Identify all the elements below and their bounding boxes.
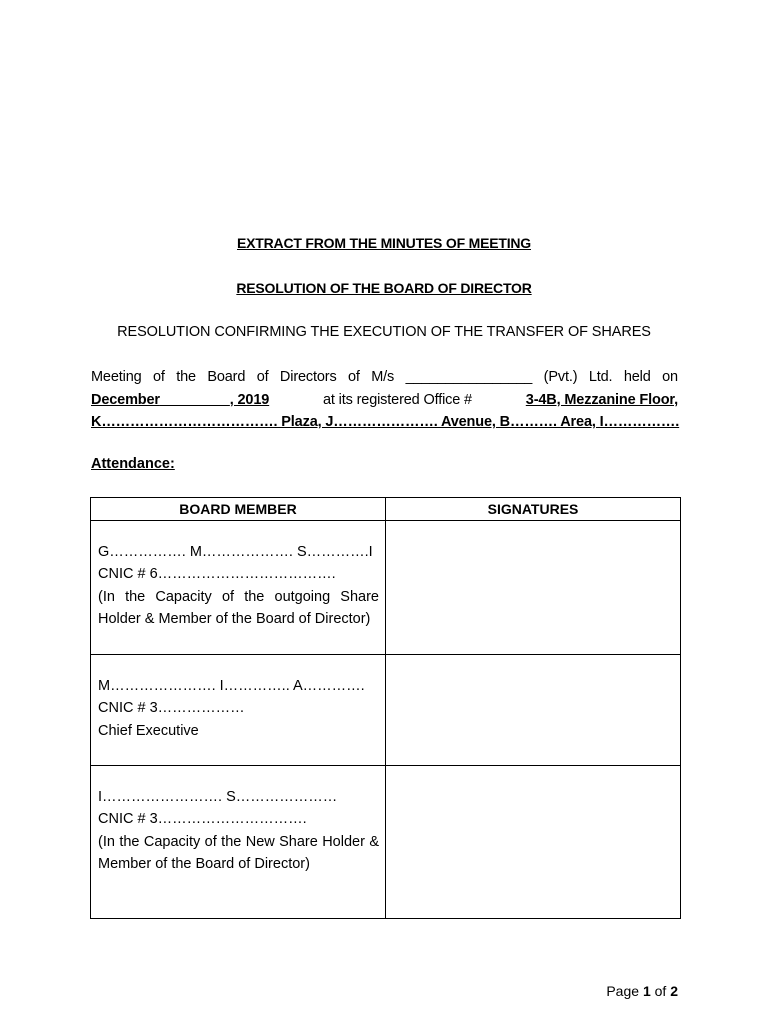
board-member-cell [91, 655, 386, 766]
member-cnic: CNIC # 3……………… [98, 700, 245, 717]
meeting-year: , 2019 [229, 391, 270, 408]
page-counter [606, 983, 678, 999]
member-cnic: CNIC # 6………………………………. [98, 566, 336, 583]
date-blank [160, 392, 230, 408]
table-row [91, 521, 681, 655]
current-page-number: 1 [642, 983, 651, 999]
document-subtitle: RESOLUTION OF THE BOARD OF DIRECTOR [236, 280, 532, 296]
signatures-header: SIGNATURES [386, 498, 681, 521]
registered-office-text: at its registered Office # [319, 391, 476, 408]
paragraph-word: Meeting [91, 369, 142, 385]
member-name: M…………………. I………….. A…………. [98, 678, 365, 694]
board-member-header: BOARD MEMBER [91, 498, 386, 521]
member-cnic: CNIC # 3…………………………. [98, 811, 307, 828]
document-title: EXTRACT FROM THE MINUTES OF MEETING [237, 235, 531, 251]
meeting-month: December [91, 391, 160, 408]
page-label: Page [606, 983, 640, 999]
paragraph-word: of [152, 369, 165, 385]
member-role: (In the Capacity of the outgoing Share Holder & Member of the Board of Director) [98, 588, 379, 627]
paragraph-word: M/s [371, 369, 395, 385]
paragraph-word: held [623, 369, 651, 385]
paragraph-word: on [662, 369, 678, 385]
member-name: I……………………. S………………… [98, 789, 338, 805]
paragraph-word: of [256, 369, 269, 385]
office-address-part-1: 3-4B, Mezzanine Floor, [525, 391, 678, 408]
signature-cell[interactable] [386, 655, 681, 766]
paragraph-word: the [176, 369, 196, 385]
paragraph-word: (Pvt.) [543, 369, 578, 385]
meeting-date [91, 389, 269, 412]
of-label: of [654, 983, 667, 999]
meeting-paragraph [91, 366, 678, 434]
total-page-number: 2 [670, 983, 678, 999]
paragraph-word: of [348, 369, 360, 385]
paragraph-word: Ltd. [588, 369, 613, 385]
table-header-row [91, 498, 681, 521]
paragraph-line-3 [91, 411, 678, 434]
paragraph-word: Directors [279, 369, 337, 385]
signature-cell[interactable] [386, 766, 681, 919]
table-row [91, 766, 681, 919]
company-name-blank: ________________ [405, 369, 533, 385]
paragraph-line-2 [91, 389, 678, 412]
member-role: (In the Capacity of the New Share Holder & Member of the Board of Director) [98, 833, 379, 872]
board-member-cell [91, 766, 386, 919]
member-role: Chief Executive [98, 722, 199, 739]
member-name: G……………. M………………. S………….I [98, 544, 373, 560]
paragraph-line-1 [91, 366, 678, 389]
attendance-label: Attendance: [91, 456, 175, 472]
table-row [91, 655, 681, 766]
signature-cell[interactable] [386, 521, 681, 655]
paragraph-word: Board [207, 369, 246, 385]
office-address-part-2: K………………………………. Plaza, J…………………. Avenue, B………. Area, I……………. [91, 414, 680, 430]
attendance-table [90, 497, 681, 919]
resolution-heading: RESOLUTION CONFIRMING THE EXECUTION OF THE TRANSFER OF SHARES [117, 324, 651, 340]
board-member-cell [91, 521, 386, 655]
